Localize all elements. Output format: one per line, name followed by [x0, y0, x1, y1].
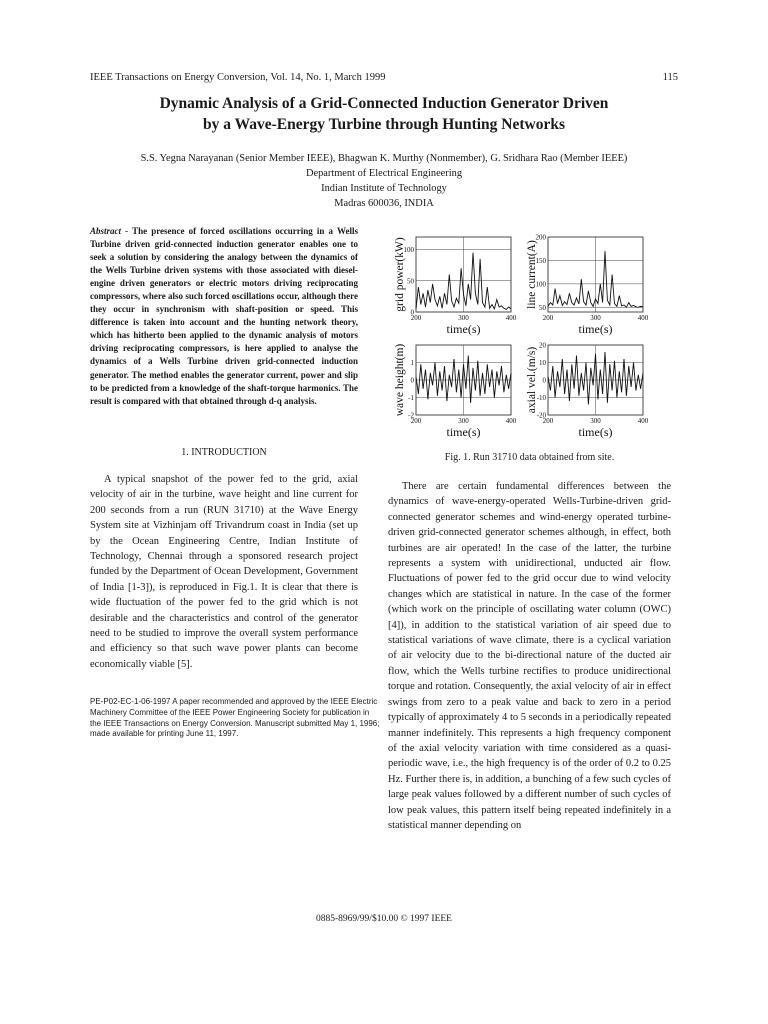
journal-header: IEEE Transactions on Energy Conversion, Vol. 14, No. 1, March 1999 — [90, 72, 386, 83]
x-axis-label: time(s) — [446, 425, 481, 439]
y-tick-label: -10 — [536, 394, 546, 402]
x-axis-label: time(s) — [578, 425, 613, 439]
y-tick-label: 50 — [539, 303, 546, 312]
y-tick-label: -1 — [408, 394, 414, 402]
x-tick-label: 400 — [505, 417, 517, 425]
x-tick-label: 200 — [542, 417, 554, 425]
title-line-1: Dynamic Analysis of a Grid-Connected Induction Generator Driven — [159, 95, 609, 112]
y-tick-label: 0 — [542, 376, 546, 385]
y-tick-label: 150 — [535, 256, 546, 265]
author-department: Department of Electrical Engineering — [305, 168, 463, 179]
y-tick-label: 200 — [535, 233, 546, 242]
y-tick-label: 0 — [410, 308, 414, 317]
x-tick-label: 300 — [590, 417, 601, 425]
x-tick-label: 300 — [458, 314, 469, 322]
column2-paragraph: There are certain fundamental differences between the dynamics of wave-energy-operated Wells-Turbine-driven grid-connected generator schemes and wind-energy operated turbine- driven grid-connected generator schemes although, in effect, both turbines are air operated! In the case of the latter, the turbine represents a system with unidirectional, unducted air flow. Fluctuations of power fed to the grid occur due to wind velocity changes which are statistical in nature. In the case of the former (which work on the principle of oscillating water column (OWC) [4]), in addition to the statistical variation of air speed due to statistical variations of wave climate, there is a cyclical variation of air velocity due to the bi-directional nature of the ducted air flow, which the Wells turbine rectifies to produce unidirectional torque and rotation. Consequently, the axial velocity of air in effect swings from zero to a peak value and back to zero in a period typically of approximately 4 to 5 seconds in a periodically repeated manner indefinitely. This represents a high frequency component of the axial velocity variation with time considered as a quasi-periodic wave, i.e., the high frequency is of the order of 0.2 to 0.25 Hz. Further there is, in addition, a bunching of a few such cycles of large peak values followed by a different number of such cycles of low peak values, this pattern itself being repeated indefinitely in a statistical manner depending on — [388, 481, 671, 831]
author-city: Madras 600036, INDIA — [334, 198, 434, 209]
figure-1 — [388, 225, 671, 447]
y-axis-label: line current(A) — [526, 240, 538, 309]
y-tick-label: 50 — [407, 277, 414, 286]
x-tick-label: 200 — [410, 314, 422, 322]
figure-caption: Fig. 1. Run 31710 data obtained from site. — [444, 452, 615, 463]
y-tick-label: 100 — [535, 280, 546, 289]
y-tick-label: -20 — [536, 411, 546, 420]
y-tick-label: -2 — [408, 411, 414, 420]
y-axis-label: axial vel.(m/s) — [526, 346, 538, 414]
abstract-text: The presence of forced oscillations occurring in a Wells Turbine driven grid-connected induction generator enables one to seek a solution by considering the analogy between the dynamics of the Wells Turbine driven systems with those associated with diesel-engine driven generators or electric motors driving reciprocating compressors, where also such forced oscillations occur, although there they occur in synchronism with shaft-position or speed. This difference is taken into account and the hunting network theory, which has hitherto been applied to the dynamic analysis of motors driving reciprocating compressors, is here applied to analyse the dynamics of a Wells Turbine driven grid-connected induction generator. The method enables the generator current, power and slip to be predicted from a knowledge of the shaft-torque harmonics. The result is compared with that obtained through d-q analysis. — [90, 226, 358, 406]
intro-paragraph: A typical snapshot of the power fed to the grid, axial velocity of air in the turbine, wave height and line current for 200 seconds from a run (RUN 31710) at the Wave Energy System site at Vizhinjam off Trivandrum coast in India (set up by the Ocean Engineering Centre, Indian Institute of Technology, Chennai through a sponsored research project funded by the Department of Ocean Development, Government of India [1-3]), is reproduced in Fig.1. It is clear that there is wide fluctuation of the power fed to the grid which is not desirable and the characteristics and control of the generator need to be studied to improve the overall system performance and efficiency so that such wave power plants can become economically viable [5]. — [90, 474, 358, 670]
x-tick-label: 300 — [458, 417, 469, 425]
y-tick-label: 100 — [403, 246, 414, 254]
x-tick-label: 200 — [542, 314, 554, 322]
y-axis-label: wave height(m) — [394, 343, 406, 417]
x-tick-label: 400 — [637, 314, 649, 322]
author-names: S.S. Yegna Narayanan (Senior Member IEEE), Bhagwan K. Murthy (Nonmember), G. Sridhara Rao (Member IEEE) — [140, 153, 628, 164]
abstract-label: Abstract - — [90, 226, 129, 236]
section-heading: 1. INTRODUCTION — [181, 447, 267, 458]
x-axis-label: time(s) — [446, 322, 481, 336]
page-number: 115 — [662, 72, 678, 83]
x-tick-label: 400 — [505, 314, 517, 322]
y-axis-label: grid power(kW) — [394, 237, 406, 312]
title-line-2: by a Wave-Energy Turbine through Hunting Networks — [202, 116, 566, 133]
author-institute: Indian Institute of Technology — [321, 183, 447, 194]
footnote: PE-P02-EC-1-06-1997 A paper recommended and approved by the IEEE Electric Machinery Committee of the IEEE Power Engineering Society for publication in the IEEE Transactions on Energy Conversion. Manuscript submitted May 1, 1996; made available for printing June 11, 1997. — [90, 697, 380, 739]
x-tick-label: 400 — [637, 417, 649, 425]
x-axis-label: time(s) — [578, 322, 613, 336]
x-tick-label: 300 — [590, 314, 601, 322]
paper-title — [0, 93, 768, 135]
y-tick-label: 20 — [539, 341, 546, 350]
y-tick-label: 0 — [410, 376, 414, 385]
author-block — [0, 151, 768, 211]
y-tick-label: 1 — [410, 359, 414, 367]
y-tick-label: 10 — [539, 359, 546, 367]
abstract — [90, 225, 358, 408]
copyright-footer: 0885-8969/99/$10.00 © 1997 IEEE — [316, 914, 452, 924]
x-tick-label: 200 — [410, 417, 422, 425]
